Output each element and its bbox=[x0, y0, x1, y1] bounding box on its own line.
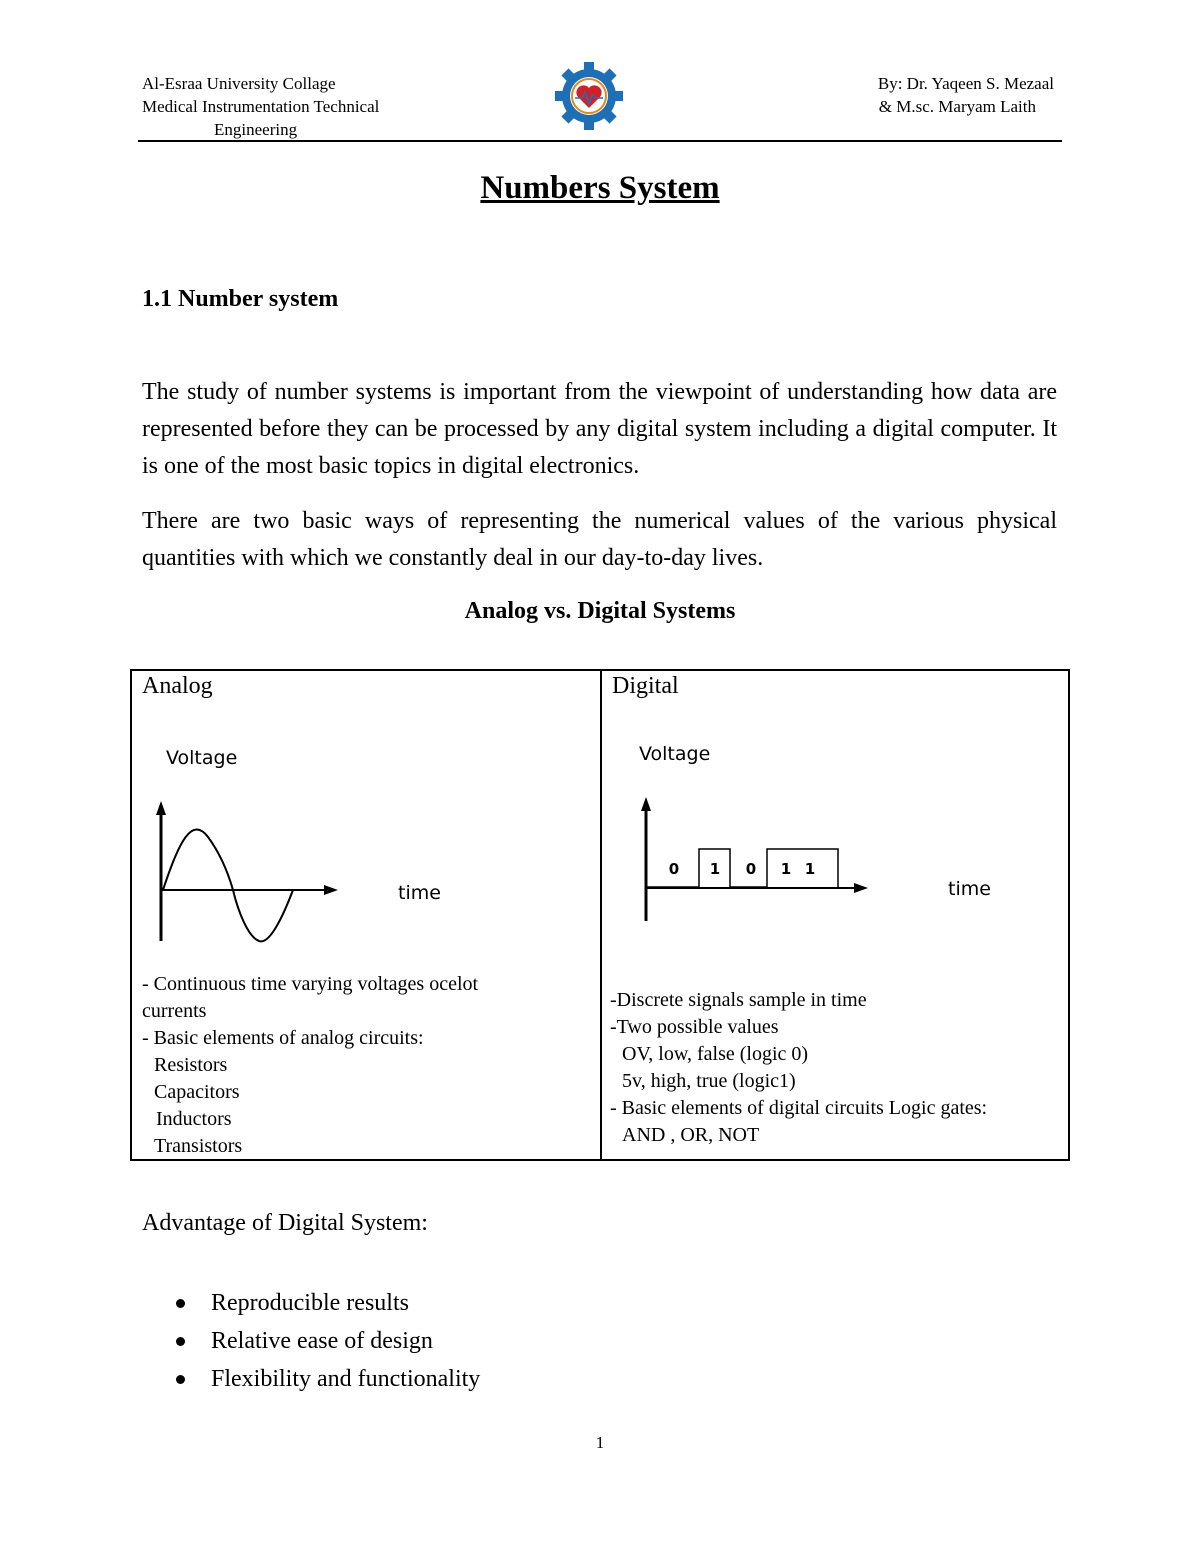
advantages-heading: Advantage of Digital System: bbox=[142, 1210, 428, 1236]
bullet-icon bbox=[176, 1337, 185, 1346]
advantage-item-1: Reproducible results bbox=[211, 1290, 409, 1316]
analog-waveform-figure bbox=[132, 671, 600, 971]
digital-value-low: OV, low, false (logic 0) bbox=[622, 1043, 809, 1065]
digital-bit-2: 1 bbox=[709, 860, 721, 878]
digital-desc-line-1: -Discrete signals sample in time bbox=[610, 989, 867, 1011]
analog-voltage-label: Voltage bbox=[166, 747, 238, 769]
digital-bit-5: 1 bbox=[804, 860, 816, 878]
author-block bbox=[878, 72, 1054, 118]
analog-element-inductors: Inductors bbox=[156, 1108, 232, 1130]
analog-desc-line-3: - Basic elements of analog circuits: bbox=[142, 1027, 424, 1049]
list-item bbox=[172, 1322, 480, 1360]
institution-line-2: Medical Instrumentation Technical bbox=[142, 97, 380, 116]
analog-time-label: time bbox=[398, 882, 441, 904]
section-heading: 1.1 Number system bbox=[142, 286, 339, 312]
paragraph-2: There are two basic ways of representing the numerical values of the various physical quantities with which we constantly deal in our day-to-day lives. bbox=[142, 508, 1057, 571]
digital-logic-gates: AND , OR, NOT bbox=[622, 1124, 760, 1146]
institution-block bbox=[142, 72, 379, 141]
digital-desc-line-2: -Two possible values bbox=[610, 1016, 779, 1038]
digital-bit-4: 1 bbox=[780, 860, 792, 878]
page-title: Numbers System bbox=[480, 170, 720, 206]
digital-value-high: 5v, high, true (logic1) bbox=[622, 1070, 796, 1092]
digital-time-label: time bbox=[948, 878, 991, 900]
analog-description bbox=[142, 971, 478, 1160]
digital-description bbox=[610, 987, 987, 1149]
header-rule bbox=[138, 140, 1062, 142]
advantages-list bbox=[172, 1284, 480, 1398]
analog-heading: Analog bbox=[142, 673, 213, 699]
advantage-item-2: Relative ease of design bbox=[211, 1328, 433, 1354]
comparison-table bbox=[130, 669, 1070, 1161]
institution-line-1: Al-Esraa University Collage bbox=[142, 74, 336, 93]
digital-desc-line-5: - Basic elements of digital circuits Logic gates: bbox=[610, 1097, 988, 1119]
paragraph-1: The study of number systems is important from the viewpoint of understanding how data are represented before they can be processed by any digital system including a digital computer. It is one of the most basic topics in digital electronics. bbox=[142, 379, 1057, 479]
digital-heading: Digital bbox=[612, 673, 679, 699]
analog-desc-line-1: - Continuous time varying voltages ocelot bbox=[142, 973, 479, 995]
analog-sine-wave bbox=[163, 830, 293, 942]
advantage-item-3: Flexibility and functionality bbox=[211, 1366, 481, 1392]
page-number: 1 bbox=[595, 1433, 605, 1452]
digital-column bbox=[602, 671, 1068, 1159]
digital-voltage-label: Voltage bbox=[639, 743, 711, 765]
analog-x-arrow-icon bbox=[324, 885, 338, 895]
digital-y-arrow-icon bbox=[641, 797, 651, 811]
page-header bbox=[138, 70, 1062, 142]
digital-bit-1: 0 bbox=[668, 860, 680, 878]
comparison-title: Analog vs. Digital Systems bbox=[464, 598, 736, 624]
analog-element-transistors: Transistors bbox=[154, 1135, 243, 1157]
digital-bit-3: 0 bbox=[745, 860, 757, 878]
digital-waveform-figure bbox=[602, 671, 1068, 971]
author-line-2: & M.sc. Maryam Laith bbox=[878, 97, 1036, 116]
list-item bbox=[172, 1360, 480, 1398]
author-line-1: By: Dr. Yaqeen S. Mezaal bbox=[877, 74, 1054, 93]
analog-y-arrow-icon bbox=[156, 801, 166, 815]
analog-element-capacitors: Capacitors bbox=[154, 1081, 240, 1103]
bullet-icon bbox=[176, 1299, 185, 1308]
bullet-icon bbox=[176, 1375, 185, 1384]
analog-element-resistors: Resistors bbox=[154, 1054, 228, 1076]
institution-line-3: Engineering bbox=[214, 120, 298, 139]
list-item bbox=[172, 1284, 480, 1322]
analog-desc-line-2: currents bbox=[142, 1000, 207, 1022]
college-logo-icon bbox=[555, 62, 623, 130]
analog-column bbox=[132, 671, 600, 1159]
digital-x-arrow-icon bbox=[854, 883, 868, 893]
